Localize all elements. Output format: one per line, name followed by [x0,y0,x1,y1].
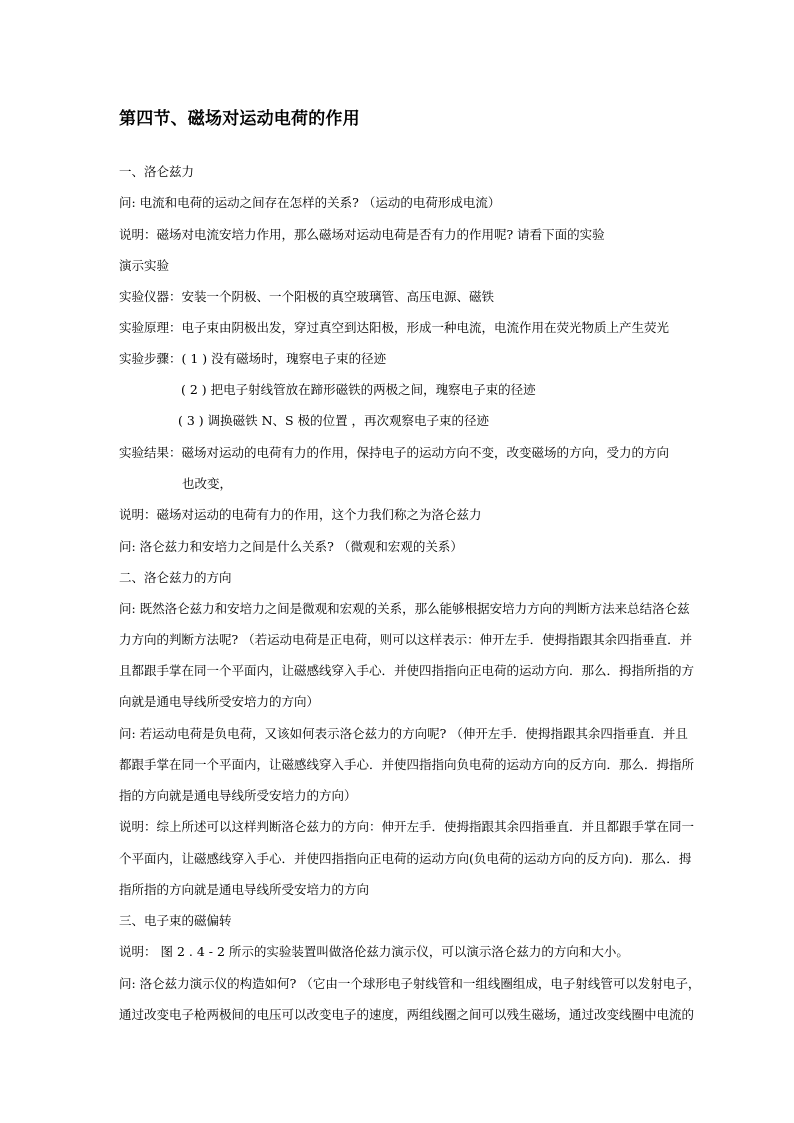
section-title: 第四节、磁场对运动电荷的作用 [119,109,360,129]
explanation-line: 说明：磁场对电流安培力作用，那么磁场对运动电荷是否有力的作用呢? 请看下面的实验 [119,227,605,242]
paragraph-line: 说明：综上所述可以这样判断洛仑兹力的方向：伸开左手．使拇指跟其余四指垂直．并且都跟手掌在同一 [119,819,695,834]
paragraph-line: 个平面内，让磁感线穿入手心．并使四指指向正电荷的运动方向(负电荷的运动方向的反方向)．那么．拇 [119,851,692,866]
step-2-line: ( 2 ) 把电子射线管放在蹄形磁铁的两极之间，瑰察电子束的径迹 [181,382,536,397]
paragraph-line: 指的方向就是通电导线所受安培力的方向） [119,788,357,803]
step-1-line: 实验步骤：( 1 ) 没有磁场时，瑰察电子束的径迹 [119,351,387,366]
result-line-cont: 也改变， [182,476,233,491]
paragraph-line: 通过改变电子枪两极间的电压可以改变电子的速度，两组线圈之间可以残生磁场，通过改变线圈中电流的 [119,1007,695,1022]
demo-heading: 演示实验 [119,258,170,273]
explanation-line: 说明：磁场对运动的电荷有力的作用，这个力我们称之为洛仑兹力 [119,507,482,522]
paragraph-line: 都跟手掌在同一个平面内，让磁感线穿入手心．并使四指指向负电荷的运动方向的反方向．那么．拇指所 [119,757,695,772]
question-line: 问: 电流和电荷的运动之间存在怎样的关系? （运动的电荷形成电流） [119,195,501,210]
paragraph-line: 问: 若运动电荷是负电荷，又该如何表示洛仑兹力的方向呢? （伸开左手．使拇指跟其余四指垂直．并且 [119,726,688,741]
step-3-line: ( 3 ) 调换磁铁 N、S 极的位置 ，再次观察电子束的径迹 [178,413,490,428]
apparatus-line: 实验仪器：安装一个阴极、一个阳极的真空玻璃管、高压电源、磁铁 [119,289,495,304]
paragraph-line: 力方向的判断方法呢? （若运动电荷是正电荷，则可以这样表示：伸开左手．使拇指跟其余四指垂直．并 [119,632,693,647]
paragraph-line: 问: 既然洛仑兹力和安培力之间是微观和宏观的关系，那么能够根据安培力方向的判断方法来总结洛仑兹 [119,601,690,616]
paragraph-line: 指所指的方向就是通电导线所受安培力的方向 [119,882,370,897]
paragraph-line: 且都跟手掌在同一个平面内，让磁感线穿入手心．并使四指指向正电荷的运动方向．那么．拇指所指的方 [119,663,695,678]
result-line: 实验结果：磁场对运动的电荷有力的作用，保持电子的运动方向不变，改变磁场的方向，受力的方向 [119,445,670,460]
heading-magnetic-deflection: 三、电子束的磁偏转 [119,913,232,928]
heading-lorentz-force: 一、洛仑兹力 [119,164,195,179]
paragraph-line: 向就是通电导线所受安培力的方向） [119,694,320,709]
question-line: 问: 洛仑兹力和安培力之间是什么关系? （微观和宏观的关系） [119,539,463,554]
heading-force-direction: 二、洛仑兹力的方向 [119,570,232,585]
paragraph-line: 说明： 图 2 . 4 - 2 所示的实验装置叫做洛伦兹力演示仪，可以演示洛仑兹力的方向和大小。 [119,944,629,959]
paragraph-line: 问: 洛仑兹力演示仪的构造如何? （它由一个球形电子射线管和一组线圈组成，电子射线管可以发射电子， [119,976,701,991]
principle-line: 实验原理：电子束由阴极出发，穿过真空到达阳极，形成一种电流，电流作用在荧光物质上产生荧光 [119,320,670,335]
